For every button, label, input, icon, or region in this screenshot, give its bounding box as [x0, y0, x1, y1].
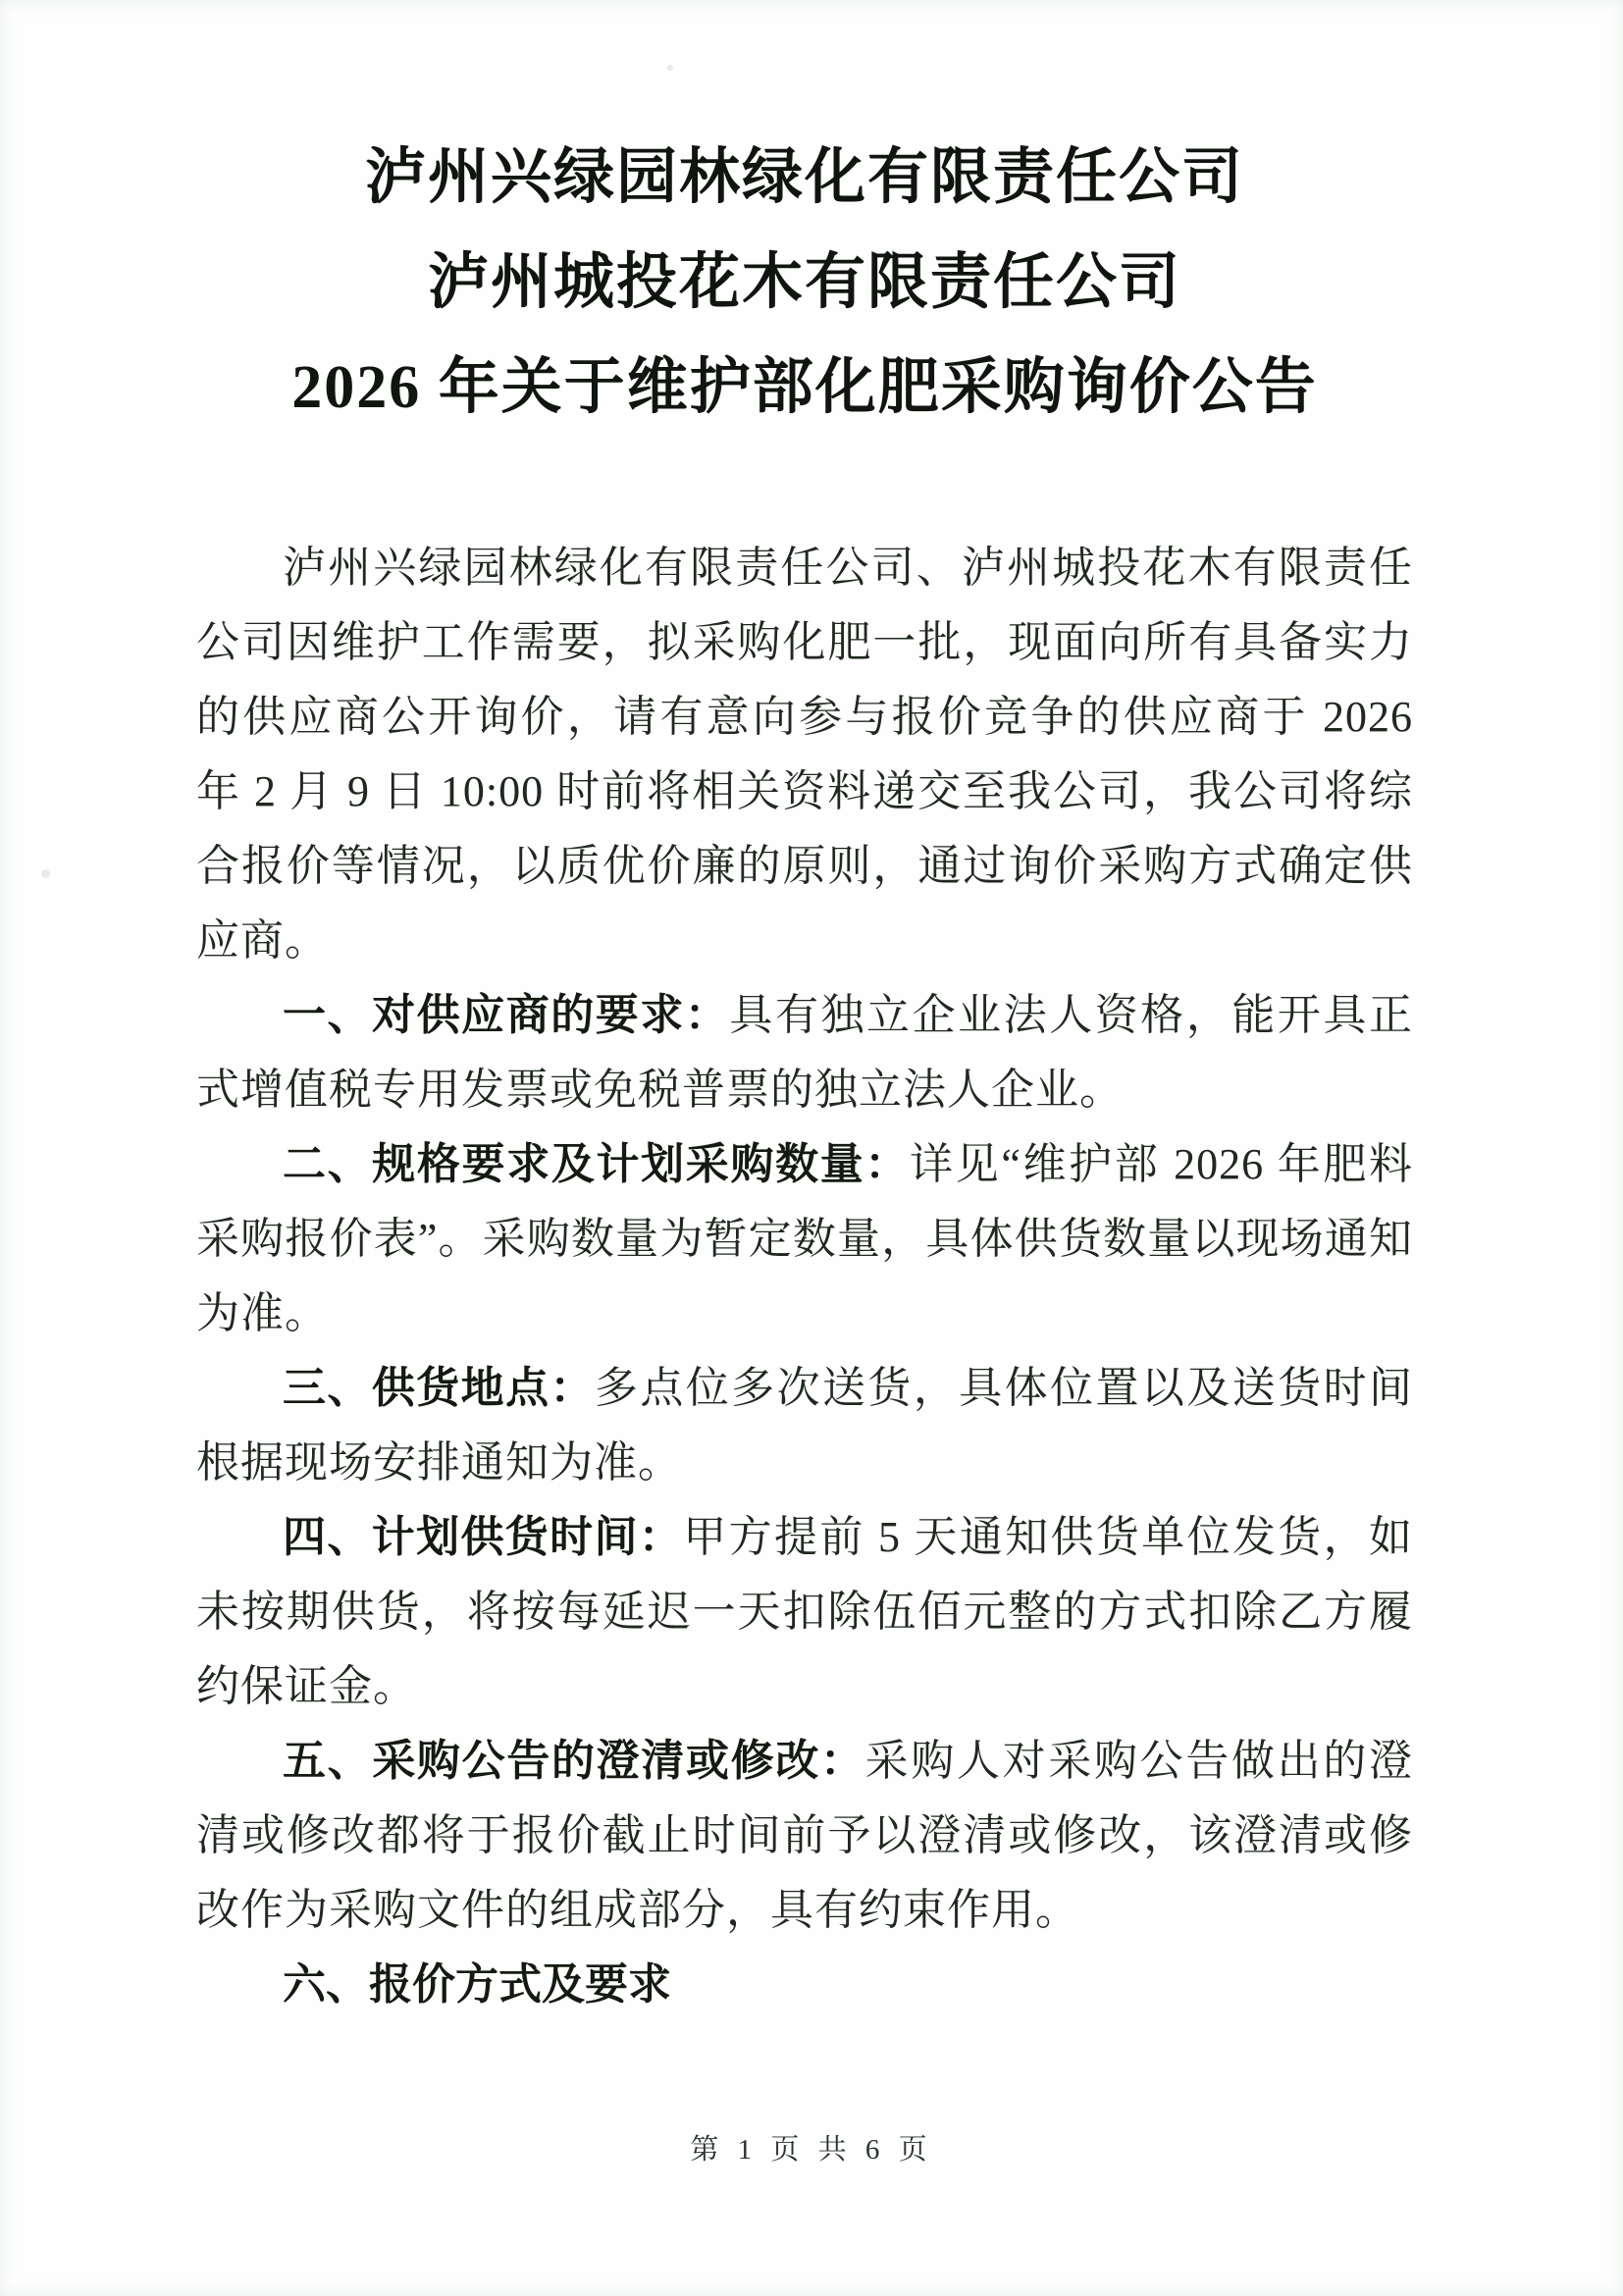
paragraph-text: 具有独立企业法人资格，能开具正式增值税专用发票或免税普票的独立法人企业。	[196, 991, 1414, 1114]
paragraph	[196, 1351, 1413, 1500]
paragraph	[196, 1127, 1413, 1351]
paragraph	[196, 1948, 1413, 2022]
paragraph-heading: 一、对供应商的要求：	[283, 991, 730, 1039]
paragraph-text: 泸州兴绿园林绿化有限责任公司、泸州城投花木有限责任公司因维护工作需要，拟采购化肥一批，现面向所有具备实力的供应商公开询价，请有意向参与报价竞争的供应商于 2026 年 2 月 9 日 10:00 时前将相关资料递交至我公司，我公司将综合报价等情况，以质优价廉的原则，通过询价采购方式确定供应商。	[196, 544, 1413, 965]
paragraph-heading: 三、供货地点：	[283, 1364, 595, 1412]
scan-artifact	[667, 65, 673, 71]
scan-artifact	[41, 869, 50, 878]
paragraph-text: 采购人对采购公告做出的澄清或修改都将于报价截止时间前予以澄清或修改，该澄清或修改作为采购文件的组成部分，具有约束作用。	[196, 1737, 1414, 1934]
document-title	[196, 0, 1413, 441]
page-number-footer: 第 1 页 共 6 页	[690, 2134, 933, 2166]
paragraph	[196, 1724, 1413, 1948]
paragraph-heading: 四、计划供货时间：	[283, 1513, 684, 1561]
title-line-company-1: 泸州兴绿园林绿化有限责任公司	[364, 144, 1244, 211]
paragraph	[196, 531, 1413, 978]
paragraph	[196, 978, 1413, 1127]
paragraph-text: 甲方提前 5 天通知供货单位发货，如未按期供货，将按每延迟一天扣除伍佰元整的方式扣除乙方履约保证金。	[196, 1513, 1414, 1710]
paragraph	[196, 1500, 1413, 1724]
paragraph-text: 多点位多次送货，具体位置以及送货时间根据现场安排通知为准。	[196, 1364, 1414, 1487]
paragraph-heading: 二、规格要求及计划采购数量：	[283, 1140, 911, 1188]
title-line-announcement: 2026 年关于维护部化肥采购询价公告	[291, 354, 1318, 421]
document-body	[196, 531, 1413, 2022]
paragraph-heading: 六、报价方式及要求	[283, 1960, 671, 2009]
title-line-company-2: 泸州城投花木有限责任公司	[427, 249, 1181, 316]
paragraph-heading: 五、采购公告的澄清或修改：	[283, 1737, 865, 1785]
paragraph-text: 详见“维护部 2026 年肥料采购报价表”。采购数量为暂定数量，具体供货数量以现场通知为准。	[196, 1140, 1414, 1337]
